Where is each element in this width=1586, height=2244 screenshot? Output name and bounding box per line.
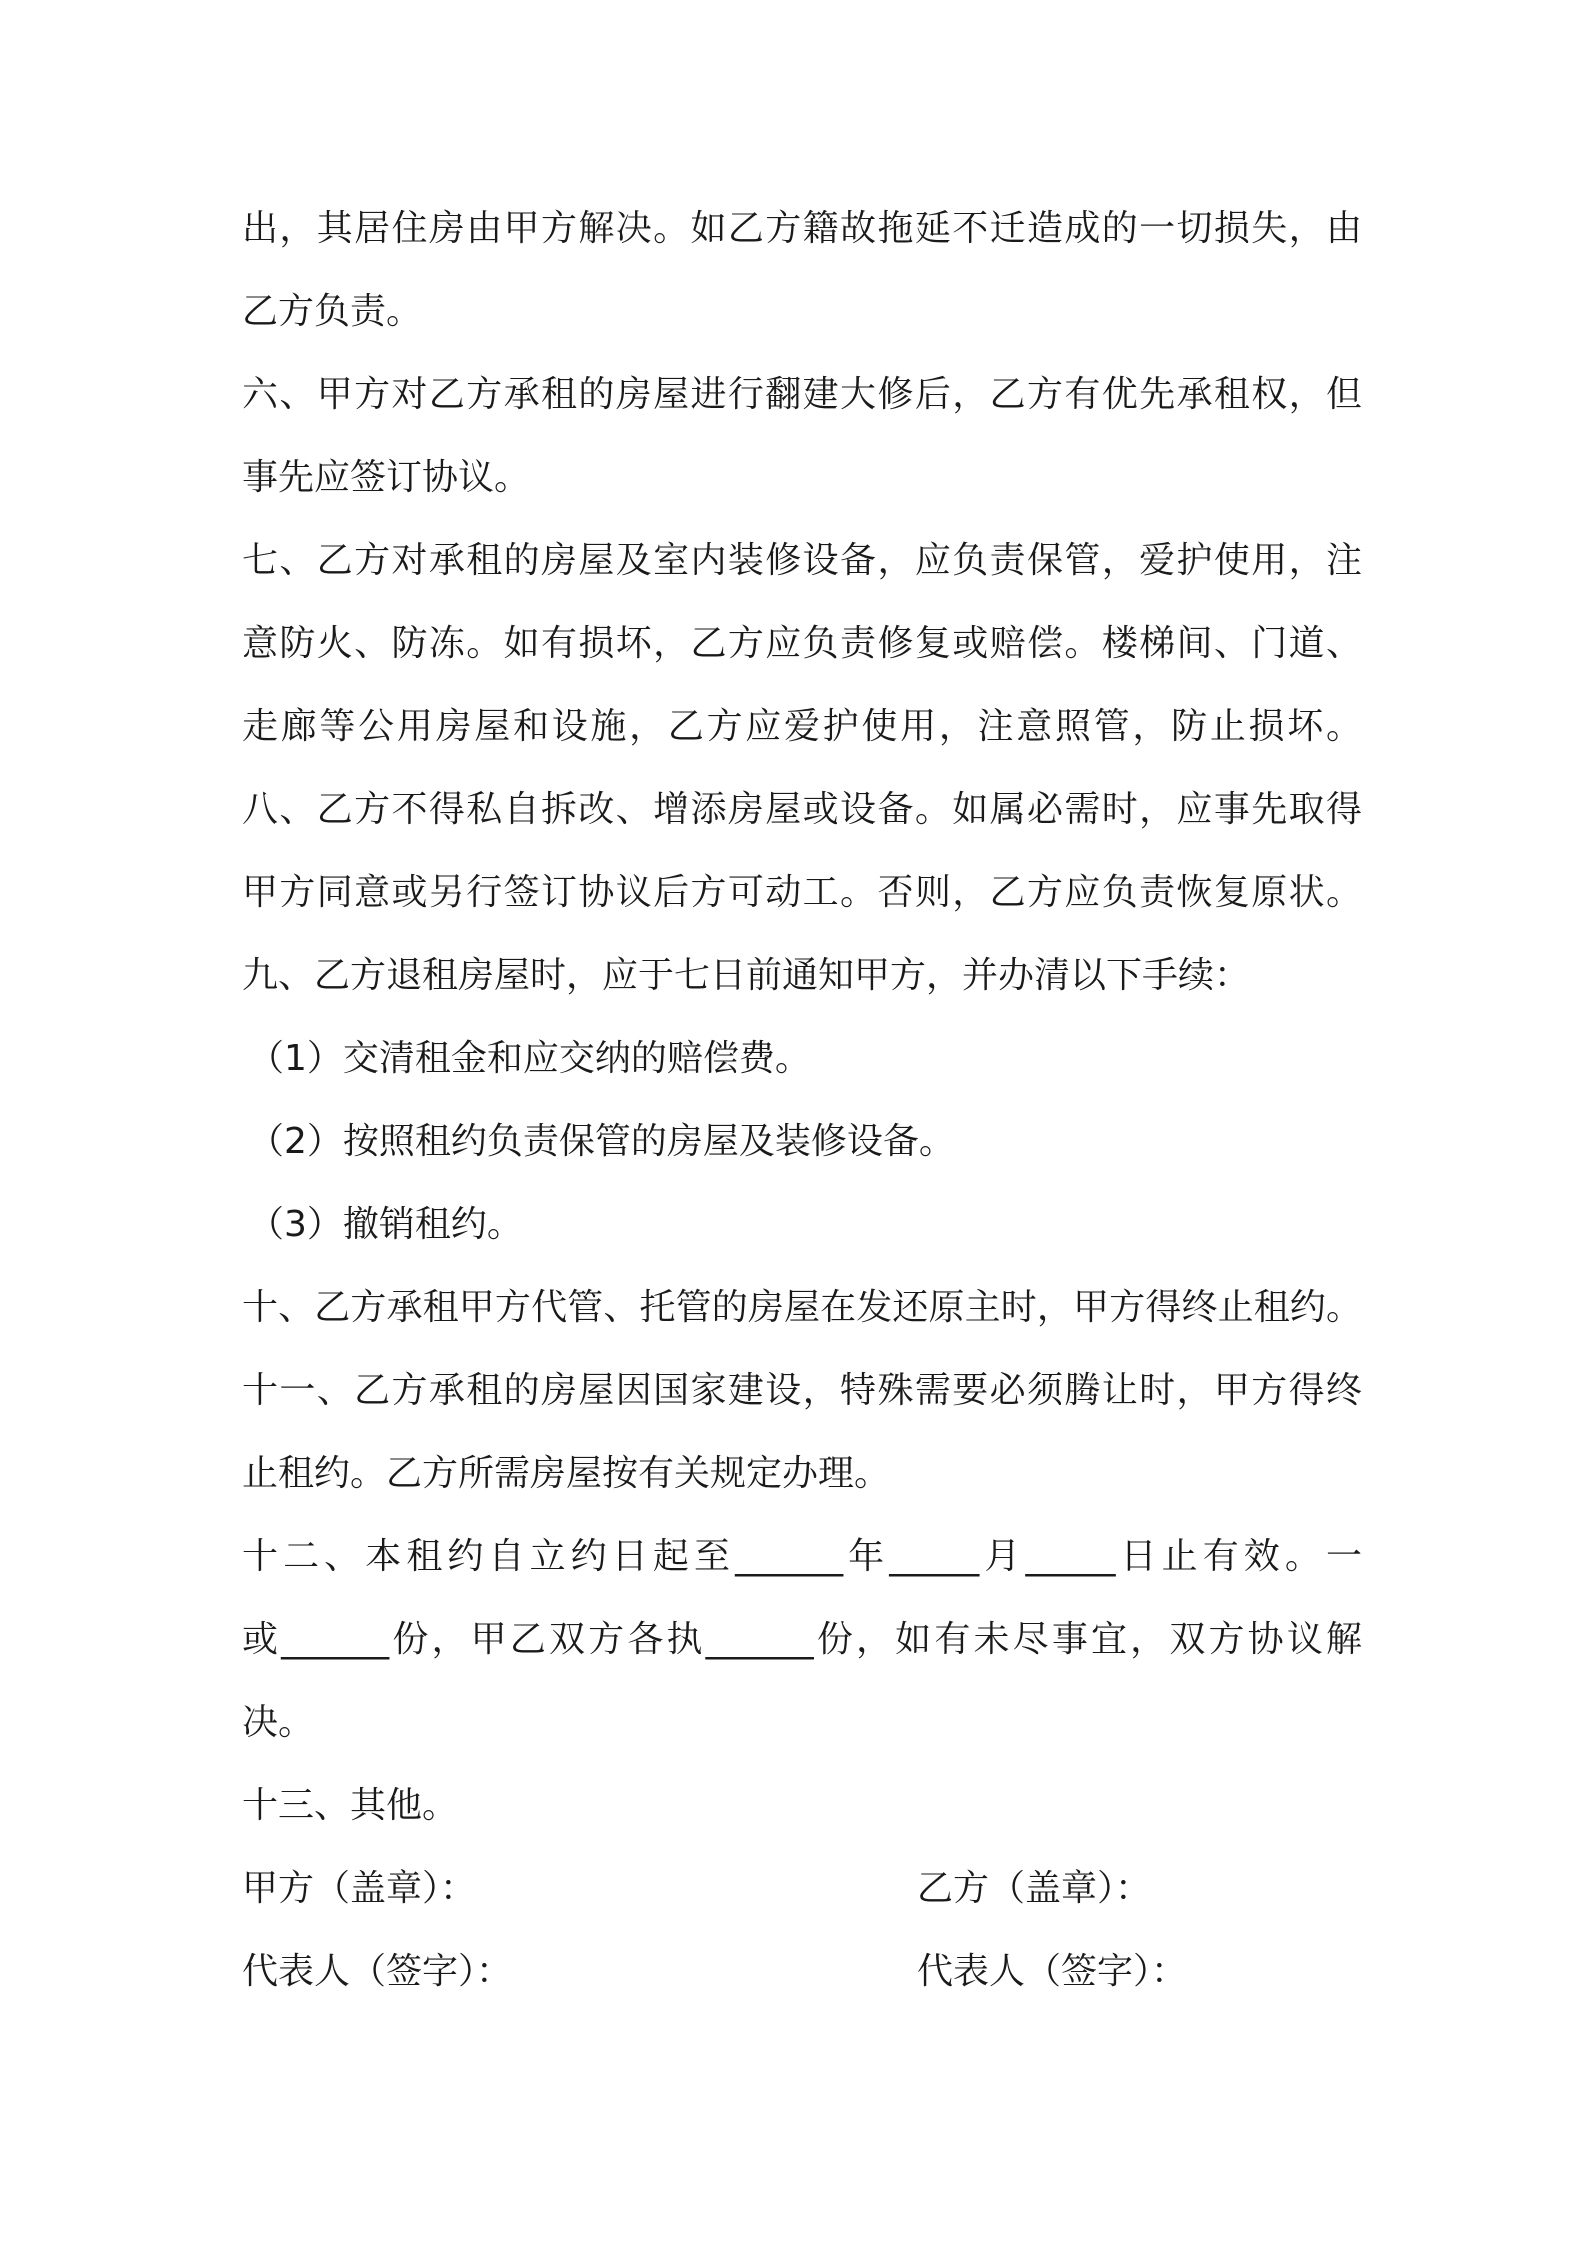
text-line: 决。 (242, 1702, 315, 1743)
text-line: 六、甲方对乙方承租的房屋进行翻建大修后，乙方有优先承租权，但 (242, 374, 1362, 415)
text-line: 十、乙方承租甲方代管、托管的房屋在发还原主时，甲方得终止租约。 (242, 1287, 1362, 1328)
list-item: （3）撤销租约。 (248, 1204, 523, 1245)
text-line: 乙方负责。 (242, 291, 423, 332)
text-line: 事先应签订协议。 (242, 457, 531, 498)
text-line: 甲方同意或另行签订协议后方可动工。否则，乙方应负责恢复原状。 (242, 872, 1362, 913)
text-line: 七、乙方对承租的房屋及室内装修设备，应负责保管，爱护使用，注 (242, 540, 1362, 581)
party-a-representative-label: 代表人（签字）： (242, 1951, 513, 1992)
text-line: 八、乙方不得私自拆改、增添房屋或设备。如属必需时，应事先取得 (242, 789, 1362, 830)
party-b-seal-label: 乙方（盖章）： (917, 1868, 1152, 1909)
seal-row (242, 1858, 1362, 1941)
text-line: 十一、乙方承租的房屋因国家建设，特殊需要必须腾让时，甲方得终 (242, 1370, 1362, 1411)
text-line: 出，其居住房由甲方解决。如乙方籍故拖延不迁造成的一切损失，由 (242, 208, 1362, 249)
contract-page (242, 198, 1362, 2024)
text-line: 十二、本租约自立约日起至______年_____月_____日止有效。一 (242, 1536, 1362, 1577)
list-item: （1）交清租金和应交纳的赔偿费。 (248, 1038, 811, 1079)
contract-body (242, 198, 1362, 1858)
party-a-seal-label: 甲方（盖章）： (242, 1868, 477, 1909)
text-line: 十三、其他。 (242, 1785, 459, 1826)
representative-row (242, 1941, 1362, 2024)
text-line: 意防火、防冻。如有损坏，乙方应负责修复或赔偿。楼梯间、门道、 (242, 623, 1362, 664)
text-line: 止租约。乙方所需房屋按有关规定办理。 (242, 1453, 891, 1494)
text-line: 走廊等公用房屋和设施，乙方应爱护使用，注意照管，防止损坏。 (242, 706, 1362, 747)
list-item: （2）按照租约负责保管的房屋及装修设备。 (248, 1121, 955, 1162)
text-line: 九、乙方退租房屋时，应于七日前通知甲方，并办清以下手续： (242, 955, 1251, 996)
text-line: 或______份，甲乙双方各执______份，如有未尽事宜，双方协议解 (242, 1619, 1362, 1660)
party-b-representative-label: 代表人（签字）： (917, 1951, 1188, 1992)
